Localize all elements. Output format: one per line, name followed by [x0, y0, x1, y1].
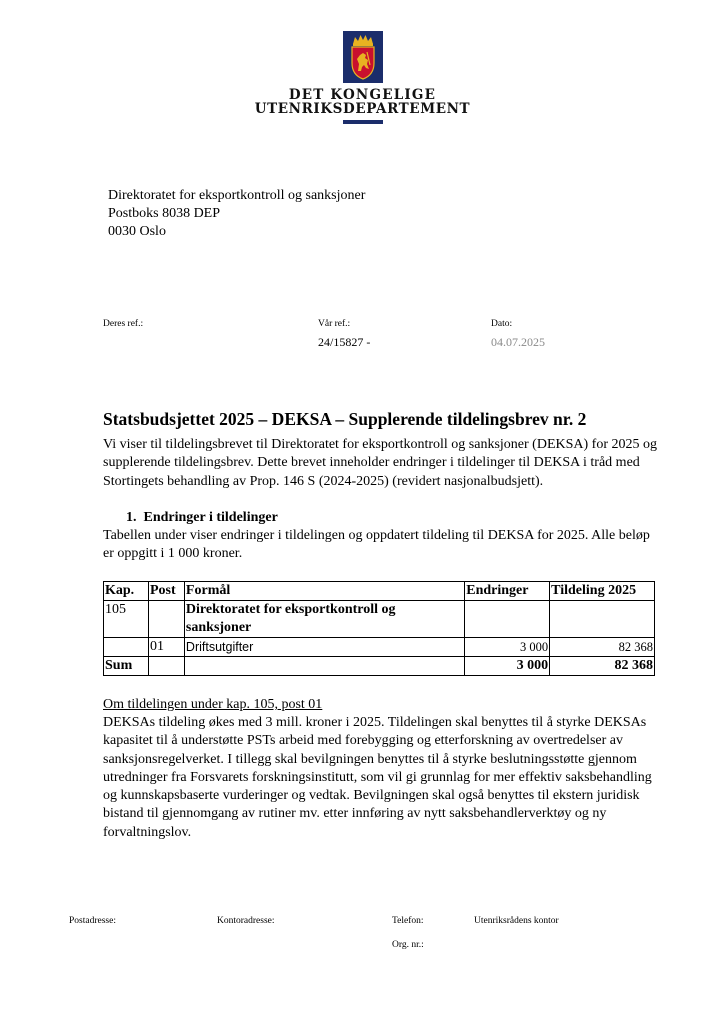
note-paragraph: DEKSAs tildeling økes med 3 mill. kroner i 2025. Tildelingen skal benyttes til å styrke DEKSAs kapasitet til å understøtte PSTs arbeid med forebygging og etterforskning av overtredelser av sanksjonsregelverket. I tillegg skal bevilgningen benyttes til å styrke beslutningsstøtte gjennom utredninger fra Forsvarets forskningsinstitutt, som vil gi grunnlag for mer effektiv saksbehandling og kunnskapsbaserte vurderinger og vedtak. Bevilgningen skal også benyttes til ekstern juridisk bistand til gjennomgang av rutiner mv. etter innføring av nytt saksbehandlerverktøy og ny forvaltningslov. — [103, 715, 652, 840]
sum-endringer: 3 000 — [465, 657, 550, 676]
intro-paragraph: Vi viser til tildelingsbrevet til Direktoratet for eksportkontroll og sanksjoner (DEKSA) for 2025 og supplerende tildelingsbrev. Dette brevet inneholder endringer i tildelinger til DEKSA i tråd med Stortingets behandling av Prop. 146 S (2024-2025) (revidert nasjonalbudsjett). — [103, 437, 657, 489]
chapter-kap: 105 — [104, 601, 149, 638]
header-formal: Formål — [184, 582, 464, 601]
footer-office: Utenriksrådens kontor — [474, 916, 559, 926]
chapter-post — [148, 601, 184, 638]
sum-tildeling: 82 368 — [550, 657, 655, 676]
footer-postadresse: Postadresse: — [69, 916, 116, 926]
sum-post — [148, 657, 184, 676]
chapter-tildeling — [550, 601, 655, 638]
var-ref-value: 24/15827 - — [318, 335, 371, 349]
chapter-formal: Direktoratet for eksportkontroll og sanksjoner — [184, 601, 464, 638]
date-value: 04.07.2025 — [491, 335, 545, 349]
header-endringer: Endringer — [465, 582, 550, 601]
table-row — [104, 638, 655, 657]
sum-formal — [184, 657, 464, 676]
post-endringer: 3 000 — [465, 638, 550, 657]
recipient-city: 0030 Oslo — [108, 224, 166, 239]
budget-table — [103, 581, 655, 676]
letter-title: Statsbudsjettet 2025 – DEKSA – Supplerende tildelingsbrev nr. 2 — [103, 409, 587, 429]
post-formal: Driftsutgifter — [184, 638, 464, 657]
post-number: 01 — [148, 638, 184, 657]
footer-kontoradresse: Kontoradresse: — [217, 916, 275, 926]
ministry-name-line2: UTENRIKSDEPARTEMENT — [254, 101, 471, 117]
ministry-name-line1: DET KONGELIGE — [288, 87, 437, 103]
sum-label: Sum — [104, 657, 149, 676]
table-header-row — [104, 582, 655, 601]
recipient-name: Direktoratet for eksportkontroll og sanksjoner — [108, 188, 366, 203]
letterhead-rule — [343, 120, 383, 124]
deres-ref-label: Deres ref.: — [103, 319, 144, 329]
post-kap — [104, 638, 149, 657]
section-1-number: 1. — [126, 510, 137, 525]
header-post: Post — [148, 582, 184, 601]
chapter-endringer — [465, 601, 550, 638]
footer-telefon: Telefon: — [392, 916, 424, 926]
section-1-text: Tabellen under viser endringer i tildelingen og oppdatert tildeling til DEKSA for 2025. Alle beløp er oppgitt i 1 000 kroner. — [103, 528, 650, 562]
recipient-street: Postboks 8038 DEP — [108, 206, 221, 221]
section-1-heading — [126, 510, 278, 526]
table-row — [104, 601, 655, 638]
header-tildeling: Tildeling 2025 — [550, 582, 655, 601]
note-heading: Om tildelingen under kap. 105, post 01 — [103, 697, 323, 712]
var-ref-label: Vår ref.: — [318, 319, 351, 329]
table-sum-row — [104, 657, 655, 676]
header-kap: Kap. — [104, 582, 149, 601]
coat-of-arms-icon — [343, 31, 383, 83]
section-1-title: Endringer i tildelinger — [143, 510, 278, 525]
post-tildeling: 82 368 — [550, 638, 655, 657]
footer-orgnr: Org. nr.: — [392, 940, 424, 950]
date-label: Dato: — [491, 319, 513, 329]
